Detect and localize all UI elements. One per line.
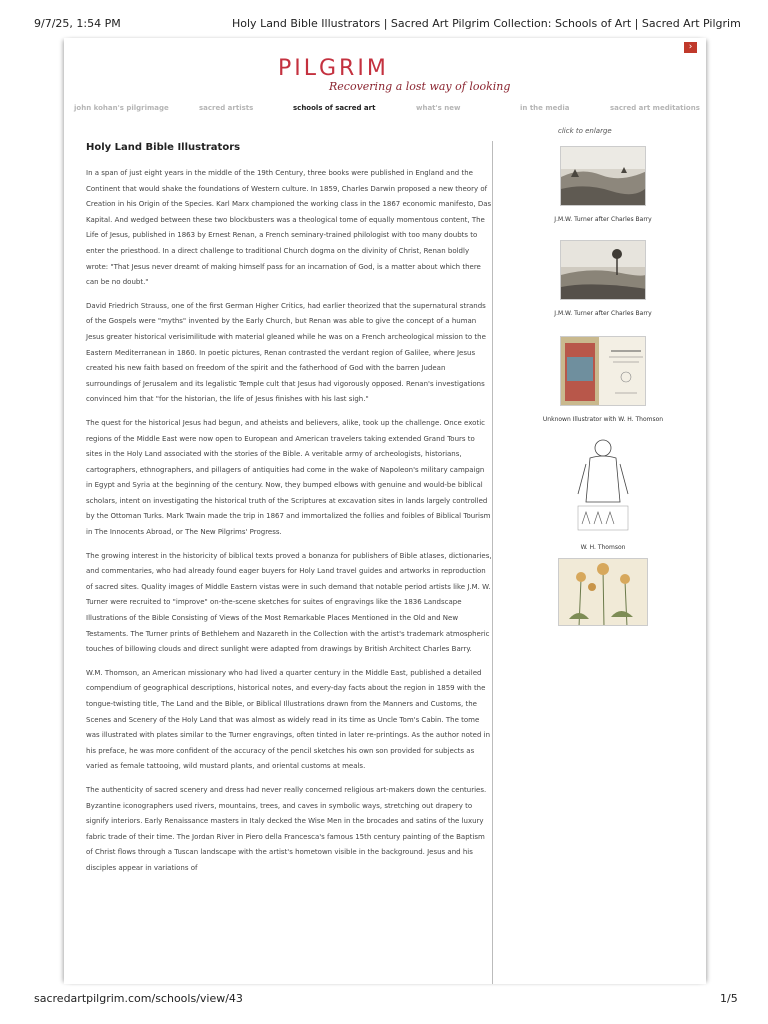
next-arrow-button[interactable]: › (684, 42, 697, 53)
thumbnail-figure[interactable] (508, 146, 698, 223)
thumbnail-figure[interactable] (508, 336, 698, 423)
article-title: Holy Land Bible Illustrators (86, 142, 241, 153)
thumbnail-figure[interactable] (508, 434, 698, 551)
print-date: 9/7/25, 1:54 PM (34, 17, 121, 30)
article-paragraph: W.M. Thomson, an American missionary who had lived a quarter century in the Middle East, published a detailed compendium of geographical descriptions, historical notes, and every-day facts about the region in 1859 with the tongue-twisting title, The Land and the Bible, or Biblical Illustrations drawn from the Manners and Customs, the Scenes and Scenery of the Holy Land that was almost as widely read in its time as Uncle Tom's Cabin. The tome was illustrated with plates similar to the Turner engravings, often tinted in later re-printings. As the author noted in his preface, he was more confident of the accuracy of the pencil sketches his own son provided for subjects as varied as female tattooing, wild mustard plants, and oriental customs at meals. (86, 668, 491, 771)
web-page (64, 38, 706, 984)
book-frontispiece-thumbnail[interactable] (560, 336, 646, 406)
image-caption: Unknown Illustrator with W. H. Thomson (542, 416, 664, 423)
engraving-bethlehem-thumbnail[interactable] (560, 146, 646, 206)
nav-item-whats-new[interactable]: what's new (416, 104, 461, 112)
mustard-plants-thumbnail[interactable] (558, 558, 648, 626)
article (86, 142, 492, 885)
article-paragraph: The authenticity of sacred scenery and dress had never really concerned religious art-makers down the centuries. Byzantine iconographers used rivers, mountains, trees, and caves in symbolic ways, stretching out drapery to signify interiors. Early Renaissance masters in Italy decked the Wise Men in the brocades and satins of the luxury fabric trade of their time. The Jordan River in Piero della Francesca's famous 15th century painting of the Baptism of Christ flows through a Tuscan landscape with the artist's hometown visible in the background. Jesus and his disciples appear in variations of (86, 785, 487, 872)
nav-item-pilgrimage[interactable]: john kohan's pilgrimage (74, 104, 169, 112)
nav-item-media[interactable]: in the media (520, 104, 570, 112)
thumbnail-figure[interactable] (508, 558, 698, 630)
image-caption: J.M.W. Turner after Charles Barry (554, 310, 652, 317)
print-header (0, 0, 768, 38)
article-paragraph: In a span of just eight years in the middle of the 19th Century, three books were published in England and the Continent that would shake the foundations of Western culture. In 1859, Charles Darwin proposed a new theory of Creation in his Origin of the Species. Karl Marx championed the working class in the 1867 economic manifesto, Das Kapital. And wedged between these two blockbusters was a theological tome of equally momentous content, The Life of Jesus, published in 1863 by Ernest Renan, a French seminary-trained philologist with too many doubts to enter the priesthood. In a direct challenge to traditional Church dogma on the divinity of Christ, Renan boldly wrote: "That Jesus never dreamt of making himself pass for an incarnation of God, is a matter about which there can be no doubt." (86, 169, 492, 287)
image-caption: J.M.W. Turner after Charles Barry (554, 216, 652, 223)
tattooed-woman-thumbnail[interactable] (568, 434, 638, 534)
site-tagline: Recovering a lost way of looking (329, 80, 511, 93)
nav-item-schools[interactable]: schools of sacred art (293, 104, 376, 112)
article-paragraph: The quest for the historical Jesus had begun, and atheists and believers, alike, took up the challenge. Once exotic regions of the Middle East were now open to European and American travelers taking extended Grand Tours to sites in the Holy Land associated with the stories of the Bible. A veritable army of archeologists, historians, cartographers, ethnographers, and pillagers of antiquities had come in the wake of Napoleon's military campaign in Egypt and Syria at the beginning of the century. Now, they bumped elbows with genuine and would-be biblical scholars, intent on investigating the historical truth of the Scriptures at excavation sites in lands largely controlled by the Ottoman Turks. Mark Twain made the trip in 1867 and immortalized the follies and foibles of Biblical Tourism in The Innocents Abroad, or The New Pilgrims' Progress. (86, 418, 491, 537)
print-url: sacredartpilgrim.com/schools/view/43 (34, 992, 243, 1005)
engraving-nazareth-thumbnail[interactable] (560, 240, 646, 300)
nav-item-sacred-artists[interactable]: sacred artists (199, 104, 254, 112)
print-title: Holy Land Bible Illustrators | Sacred Art Pilgrim Collection: Schools of Art | Sacred Art Pilgrim (232, 17, 741, 30)
main-nav (64, 104, 706, 118)
article-paragraph: The growing interest in the historicity of biblical texts proved a bonanza for publishers of Bible atlases, dictionaries, and commentaries, who had already found eager buyers for Holy Land travel guides and artworks in reproduction of sacred sites. Quality images of Middle Eastern vistas were in such demand that notable period artists like J.M. W. Turner were recruited to "improve" on-the-scene sketches for suites of engravings like the 1836 Landscape Illustrations of the Bible Consisting of Views of the Most Remarkable Places Mentioned in the Old and New Testaments. The Turner prints of Bethlehem and Nazareth in the Collection with the artist's trademark atmospheric touches of billowing clouds and direct sunlight were adapted from drawings by British Architect Charles Barry. (86, 551, 492, 654)
article-paragraph: David Friedrich Strauss, one of the first German Higher Critics, had earlier theorized that the supernatural strands of the Gospels were "myths" invented by the Early Church, but Renan was able to give the concept of a human Jesus greater historical verisimilitude with material gleaned while he was on a French archeological mission to the Eastern Mediterranean in 1860. In poetic pictures, Renan contrasted the verdant region of Galilee, where Jesus created his new faith based on freedom of the spirit and the fatherhood of God with the barren Judean surroundings of Jerusalem and its legalistic Temple cult that Jesus had vigorously opposed. Renan's investigations convinced him that "for the historian, the life of Jesus finishes with his last sigh." (86, 301, 486, 404)
click-to-enlarge-hint: click to enlarge (558, 127, 612, 135)
print-page-number: 1/5 (720, 992, 738, 1005)
thumbnail-figure[interactable] (508, 240, 698, 317)
image-caption: W. H. Thomson (580, 544, 626, 551)
nav-item-meditations[interactable]: sacred art meditations (610, 104, 700, 112)
site-logo[interactable]: PILGRIM (278, 56, 389, 81)
column-divider (492, 141, 493, 984)
